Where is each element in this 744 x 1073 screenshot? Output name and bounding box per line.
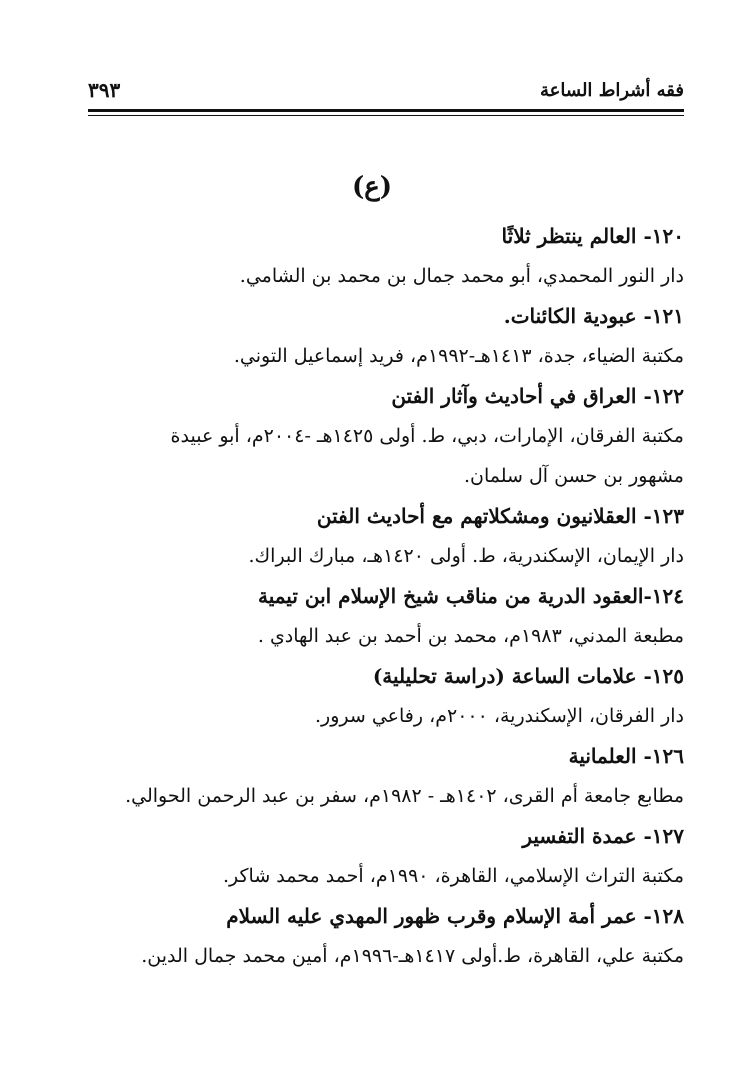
header-rule-thin (88, 115, 684, 116)
entry-127 (88, 816, 684, 896)
entry-publication: مكتبة علي، القاهرة، ط.أولى ١٤١٧هـ-١٩٩٦م، أمين محمد جمال الدين. (141, 945, 684, 967)
entry-title: ١٢٨- عمر أمة الإسلام وقرب ظهور المهدي عليه السلام (226, 904, 684, 928)
entry-publication: دار الإيمان، الإسكندرية، ط. أولى ١٤٢٠هـ، مبارك البراك. (248, 545, 684, 567)
entry-121 (88, 296, 684, 376)
running-title: فقه أشراط الساعة (540, 80, 684, 101)
header-rule-thick (88, 109, 684, 112)
entry-128 (88, 896, 684, 976)
entry-publication: مكتبة الفرقان، الإمارات، دبي، ط. أولى ١٤٢٥هـ -٢٠٠٤م، أبو عبيدة (170, 425, 684, 447)
entry-title: ١٢٦- العلمانية (568, 744, 684, 768)
entry-120 (88, 216, 684, 296)
entry-title: ١٢٥- علامات الساعة (دراسة تحليلية) (372, 664, 684, 688)
page-number: ٣٩٣ (88, 78, 121, 102)
entry-title: ١٢٠- العالم ينتظر ثلاثًا (501, 224, 684, 248)
entry-publication: دار النور المحمدي، أبو محمد جمال بن محمد بن الشامي. (239, 265, 684, 287)
entry-title: ١٢٤-العقود الدرية من مناقب شيخ الإسلام ابن تيمية (257, 584, 684, 608)
entry-publication: مطابع جامعة أم القرى، ١٤٠٢هـ - ١٩٨٢م، سفر بن عبد الرحمن الحوالي. (125, 785, 684, 807)
entry-125 (88, 656, 684, 736)
entry-123 (88, 496, 684, 576)
entry-publication-continued: مشهور بن حسن آل سلمان. (463, 465, 684, 487)
entry-126 (88, 736, 684, 816)
section-heading: (ع) (351, 172, 393, 202)
entry-publication: مكتبة الضياء، جدة، ١٤١٣هـ-١٩٩٢م، فريد إسماعيل التوني. (233, 345, 684, 367)
entry-title: ١٢٢- العراق في أحاديث وآثار الفتن (391, 384, 684, 408)
bibliography-list (88, 216, 684, 976)
entry-publication: مكتبة التراث الإسلامي، القاهرة، ١٩٩٠م، أحمد محمد شاكر. (222, 865, 684, 887)
entry-title: ١٢١- عبودية الكائنات. (503, 304, 684, 328)
entry-122 (88, 376, 684, 496)
entry-publication: دار الفرقان، الإسكندرية، ٢٠٠٠م، رفاعي سرور. (315, 705, 684, 727)
entry-title: ١٢٣- العقلانيون ومشكلاتهم مع أحاديث الفتن (316, 504, 684, 528)
entry-title: ١٢٧- عمدة التفسير (522, 824, 684, 848)
page-header (88, 76, 684, 106)
entry-publication: مطبعة المدني، ١٩٨٣م، محمد بن أحمد بن عبد الهادي . (257, 625, 684, 647)
entry-124 (88, 576, 684, 656)
